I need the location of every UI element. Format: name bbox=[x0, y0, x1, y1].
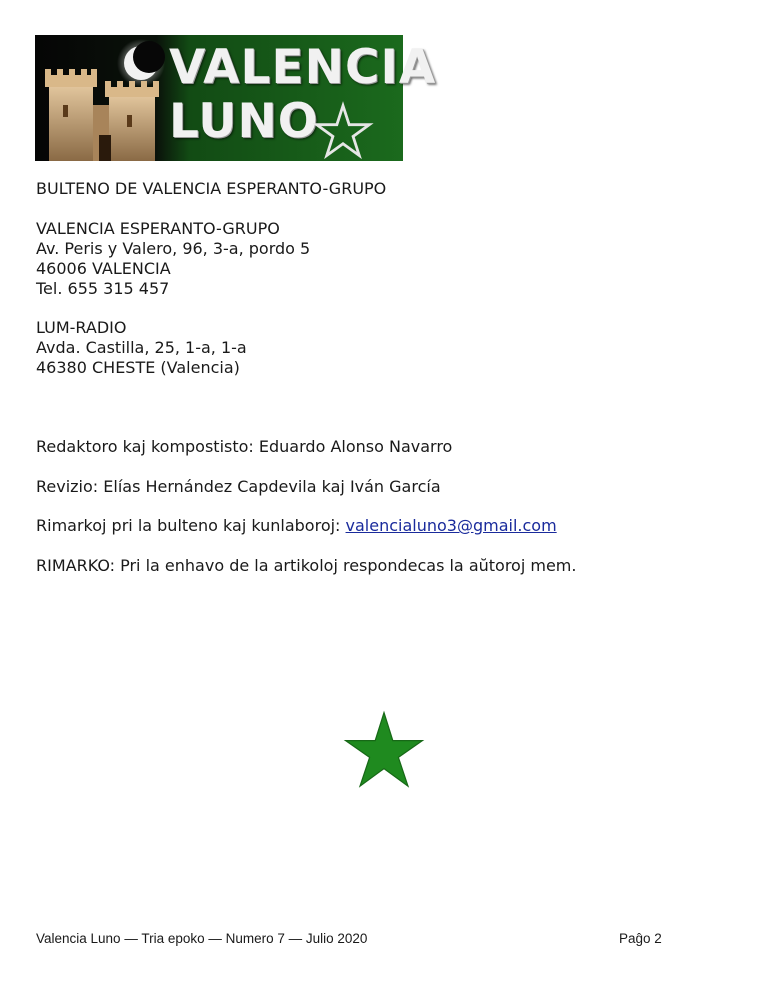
radio-address bbox=[36, 318, 247, 378]
footer-page-number: Paĝo 2 bbox=[619, 931, 662, 946]
radio-city: 46380 CHESTE (Valencia) bbox=[36, 358, 240, 377]
moon-icon bbox=[117, 39, 165, 87]
group-phone: Tel. 655 315 457 bbox=[36, 279, 170, 298]
banner-title-line2: LUNO bbox=[169, 94, 319, 149]
masthead-banner bbox=[35, 35, 437, 161]
group-address bbox=[36, 219, 310, 299]
email-link[interactable]: valencialuno3@gmail.com bbox=[345, 516, 557, 535]
group-street: Av. Peris y Valero, 96, 3-a, pordo 5 bbox=[36, 239, 311, 258]
group-city: 46006 VALENCIA bbox=[36, 259, 171, 278]
group-name: VALENCIA ESPERANTO-GRUPO bbox=[36, 219, 280, 238]
bulletin-heading: BULTENO DE VALENCIA ESPERANTO-GRUPO bbox=[36, 179, 387, 198]
content-note: RIMARKO: Pri la enhavo de la artikoloj respondecas la aŭtoroj mem. bbox=[36, 556, 577, 575]
review-credit: Revizio: Elías Hernández Capdevila kaj Iván García bbox=[36, 477, 441, 496]
remarks-line bbox=[36, 516, 557, 536]
esperanto-star-icon bbox=[344, 710, 424, 788]
footer-issue-info: Valencia Luno — Tria epoko — Numero 7 — Julio 2020 bbox=[36, 931, 368, 946]
remarks-label: Rimarkoj pri la bulteno kaj kunlaboroj: bbox=[36, 516, 346, 535]
radio-name: LUM-RADIO bbox=[36, 318, 127, 337]
banner-title bbox=[169, 41, 436, 149]
star-icon bbox=[315, 103, 371, 157]
banner-title-line1: VALENCIA bbox=[169, 40, 437, 95]
radio-street: Avda. Castilla, 25, 1-a, 1-a bbox=[36, 338, 247, 357]
editor-credit: Redaktoro kaj kompostisto: Eduardo Alonso Navarro bbox=[36, 437, 453, 456]
